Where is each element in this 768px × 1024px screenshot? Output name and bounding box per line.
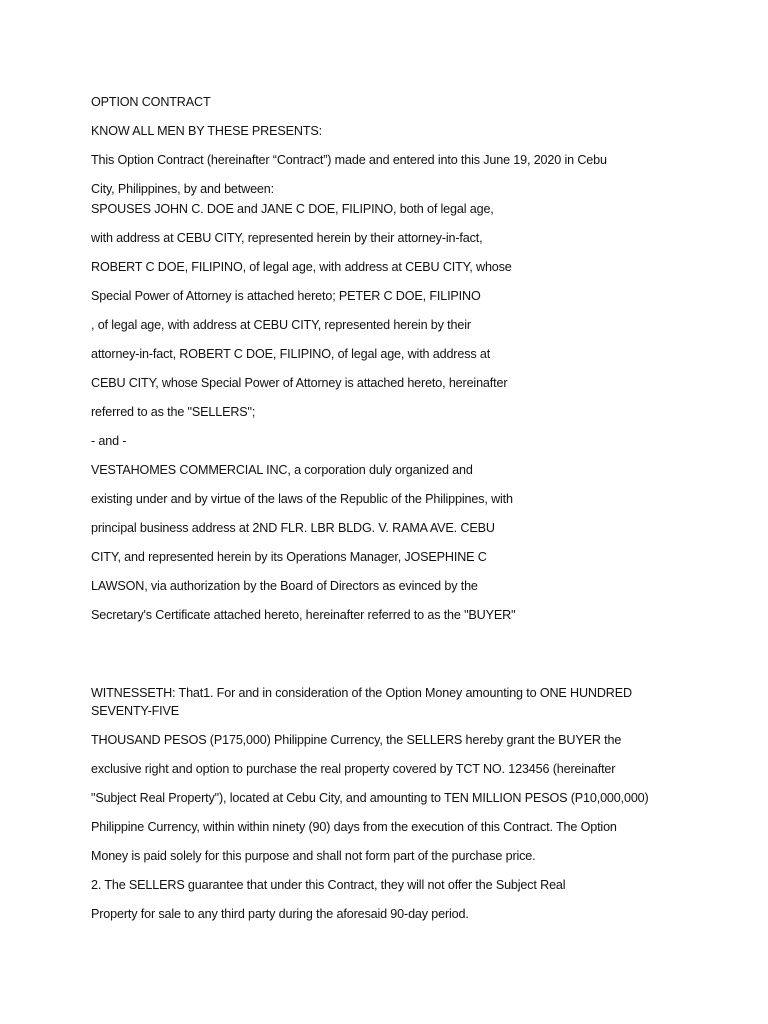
sellers-line: SPOUSES JOHN C. DOE and JANE C DOE, FILIPINO, both of legal age, xyxy=(91,202,494,216)
sellers-line: with address at CEBU CITY, represented herein by their attorney-in-fact, xyxy=(91,231,483,245)
clause-2-line: Property for sale to any third party during the aforesaid 90-day period. xyxy=(91,907,469,921)
separator-line: - and - xyxy=(91,434,127,448)
clause-2-line: 2. The SELLERS guarantee that under this Contract, they will not offer the Subject Real xyxy=(91,878,566,892)
sellers-line: ROBERT C DOE, FILIPINO, of legal age, with address at CEBU CITY, whose xyxy=(91,260,512,274)
clause-1-line: exclusive right and option to purchase the real property covered by TCT NO. 123456 (hereinafter xyxy=(91,762,616,776)
clause-1-line: Philippine Currency, within within ninety (90) days from the execution of this Contract. The Option xyxy=(91,820,617,834)
sellers-line: Special Power of Attorney is attached hereto; PETER C DOE, FILIPINO xyxy=(91,289,481,303)
buyer-line: principal business address at 2ND FLR. LBR BLDG. V. RAMA AVE. CEBU xyxy=(91,521,495,535)
clause-1-line: THOUSAND PESOS (P175,000) Philippine Currency, the SELLERS hereby grant the BUYER the xyxy=(91,733,622,747)
sellers-line: referred to as the "SELLERS"; xyxy=(91,405,256,419)
buyer-line: VESTAHOMES COMMERCIAL INC, a corporation duly organized and xyxy=(91,463,473,477)
intro-line: This Option Contract (hereinafter “Contract”) made and entered into this June 19, 2020 in Cebu xyxy=(91,153,607,167)
buyer-line: Secretary's Certificate attached hereto, hereinafter referred to as the "BUYER" xyxy=(91,608,516,622)
clause-1-line: "Subject Real Property"), located at Cebu City, and amounting to TEN MILLION PESOS (P10,000,000) xyxy=(91,791,649,805)
contract-title: OPTION CONTRACT xyxy=(91,95,211,109)
opening-line: KNOW ALL MEN BY THESE PRESENTS: xyxy=(91,124,322,138)
buyer-line: CITY, and represented herein by its Operations Manager, JOSEPHINE C xyxy=(91,550,487,564)
buyer-line: LAWSON, via authorization by the Board of Directors as evinced by the xyxy=(91,579,478,593)
sellers-line: CEBU CITY, whose Special Power of Attorney is attached hereto, hereinafter xyxy=(91,376,508,390)
witnesseth-line: WITNESSETH: That1. For and in consideration of the Option Money amounting to ONE HUNDRED xyxy=(91,686,632,700)
clause-1-line: Money is paid solely for this purpose and shall not form part of the purchase price. xyxy=(91,849,536,863)
buyer-line: existing under and by virtue of the laws of the Republic of the Philippines, with xyxy=(91,492,513,506)
intro-line: City, Philippines, by and between: xyxy=(91,182,274,196)
sellers-line: , of legal age, with address at CEBU CITY, represented herein by their xyxy=(91,318,471,332)
witnesseth-line: SEVENTY-FIVE xyxy=(91,704,180,718)
sellers-line: attorney-in-fact, ROBERT C DOE, FILIPINO, of legal age, with address at xyxy=(91,347,491,361)
